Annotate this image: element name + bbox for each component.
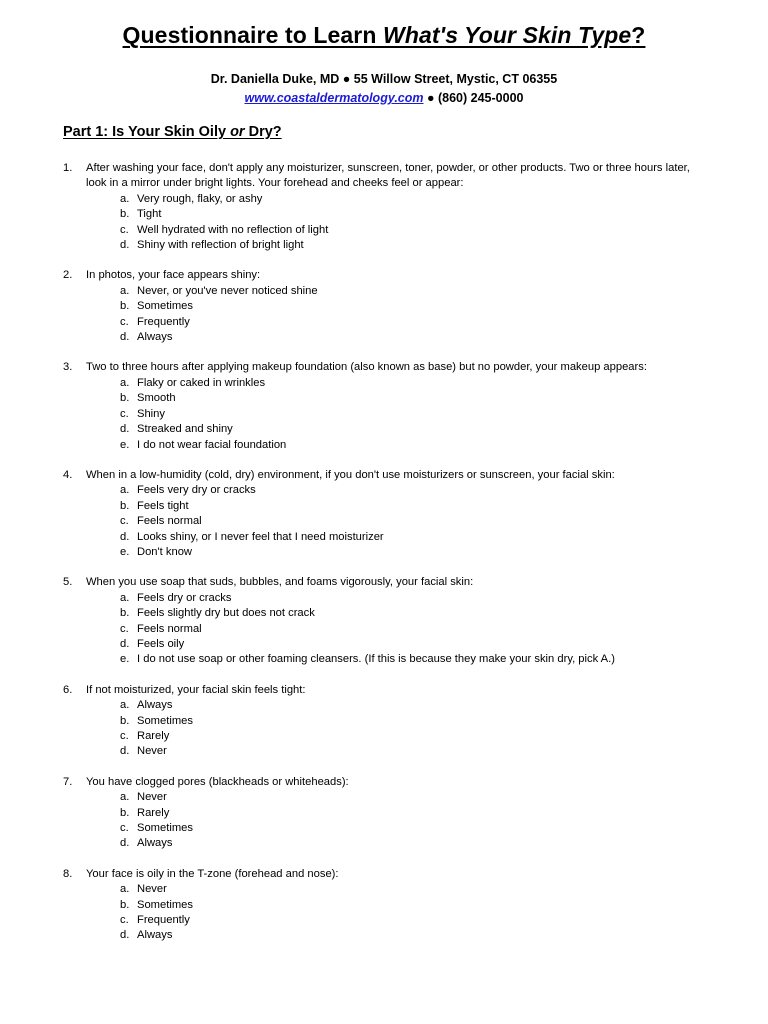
question-number: 5. bbox=[63, 576, 73, 589]
option-letter: b. bbox=[120, 208, 130, 221]
answer-option[interactable] bbox=[120, 499, 713, 514]
option-letter: c. bbox=[120, 914, 129, 927]
option-text: Feels slightly dry but does not crack bbox=[137, 607, 315, 620]
answer-option[interactable] bbox=[120, 744, 713, 759]
title-end: ? bbox=[631, 22, 646, 48]
section-heading bbox=[63, 124, 282, 140]
answer-option[interactable] bbox=[120, 207, 713, 222]
title-text: Questionnaire to Learn bbox=[122, 22, 384, 48]
question-number: 7. bbox=[63, 775, 73, 788]
option-text: Sometimes bbox=[137, 822, 193, 835]
answer-options bbox=[86, 284, 713, 346]
option-letter: c. bbox=[120, 622, 129, 635]
contact-address: Dr. Daniella Duke, MD ● 55 Willow Street, Mystic, CT 06355 bbox=[210, 72, 558, 86]
option-text: Never, or you've never noticed shine bbox=[137, 284, 318, 297]
question-number: 8. bbox=[63, 867, 73, 880]
question-text: Two to three hours after applying makeup foundation (also known as base) but no powder, your makeup appears: bbox=[86, 361, 647, 374]
question-number: 1. bbox=[63, 162, 73, 174]
option-letter: d. bbox=[120, 530, 130, 543]
question-row bbox=[63, 683, 713, 760]
question-text: Your face is oily in the T-zone (forehead and nose): bbox=[86, 867, 339, 880]
question-list bbox=[63, 161, 713, 959]
question-text: You have clogged pores (blackheads or whiteheads): bbox=[86, 775, 349, 788]
option-text: Frequently bbox=[137, 315, 190, 328]
option-text: Always bbox=[137, 331, 173, 344]
option-text: Sometimes bbox=[137, 898, 193, 911]
option-letter: b. bbox=[120, 499, 130, 512]
answer-options bbox=[86, 790, 713, 852]
question-body bbox=[86, 867, 713, 944]
option-text: Very rough, flaky, or ashy bbox=[137, 192, 263, 205]
option-text: Never bbox=[137, 791, 167, 804]
option-text: Tight bbox=[137, 208, 162, 221]
answer-option[interactable] bbox=[120, 299, 713, 314]
question-text: When you use soap that suds, bubbles, and foams vigorously, your facial skin: bbox=[86, 576, 474, 589]
option-letter: c. bbox=[120, 730, 129, 742]
question-row bbox=[63, 867, 713, 944]
question-number: 4. bbox=[63, 468, 73, 481]
option-text: Flaky or caked in wrinkles bbox=[137, 376, 266, 389]
option-text: Never bbox=[137, 883, 167, 896]
answer-option[interactable] bbox=[120, 836, 713, 851]
option-text: Smooth bbox=[137, 392, 176, 405]
answer-option[interactable] bbox=[120, 192, 713, 207]
option-text: Shiny bbox=[137, 407, 165, 420]
answer-option[interactable] bbox=[120, 913, 713, 928]
question bbox=[63, 161, 713, 253]
contact-web-phone bbox=[0, 91, 768, 105]
option-text: Streaked and shiny bbox=[137, 423, 233, 436]
answer-option[interactable] bbox=[120, 882, 713, 897]
question-text: If not moisturized, your facial skin feels tight: bbox=[86, 683, 306, 696]
answer-option[interactable] bbox=[120, 376, 713, 391]
question-row bbox=[63, 775, 713, 852]
question-row bbox=[63, 161, 713, 253]
answer-option[interactable] bbox=[120, 606, 713, 621]
option-text: Always bbox=[137, 929, 173, 942]
answer-options bbox=[86, 882, 713, 944]
option-letter: a. bbox=[120, 284, 130, 297]
question-number: 3. bbox=[63, 361, 73, 374]
option-letter: a. bbox=[120, 791, 130, 804]
answer-option[interactable] bbox=[120, 637, 713, 652]
option-text: Sometimes bbox=[137, 714, 193, 727]
option-letter: b. bbox=[120, 392, 130, 405]
question-body bbox=[86, 161, 713, 253]
answer-option[interactable] bbox=[120, 591, 713, 606]
answer-option[interactable] bbox=[120, 514, 713, 529]
option-text: Feels normal bbox=[137, 622, 202, 635]
question-text: When in a low-humidity (cold, dry) environment, if you don't use moisturizers or sunscreen, your facial skin: bbox=[86, 468, 615, 481]
question-body bbox=[86, 468, 713, 560]
option-text: I do not wear facial foundation bbox=[137, 438, 287, 451]
option-letter: b. bbox=[120, 806, 130, 819]
answer-option[interactable] bbox=[120, 806, 713, 821]
answer-option[interactable] bbox=[120, 422, 713, 437]
section-heading-end: Dry? bbox=[244, 124, 282, 140]
option-letter: a. bbox=[120, 192, 130, 205]
option-text: Frequently bbox=[137, 914, 190, 927]
answer-option[interactable] bbox=[120, 315, 713, 330]
question-text: After washing your face, don't apply any moisturizer, sunscreen, toner, powder, or other products. Two or three hours later, look in a mirror under bright lights. Your forehead and cheeks feel or appear: bbox=[86, 162, 690, 190]
question bbox=[63, 575, 713, 667]
answer-option[interactable] bbox=[120, 928, 713, 943]
question-body bbox=[86, 575, 713, 667]
question-row bbox=[63, 268, 713, 345]
answer-options bbox=[86, 192, 713, 254]
option-letter: d. bbox=[120, 745, 130, 758]
option-letter: c. bbox=[120, 515, 129, 528]
option-letter: d. bbox=[120, 239, 130, 252]
question-body bbox=[86, 775, 713, 852]
answer-option[interactable] bbox=[120, 438, 713, 453]
option-letter: d. bbox=[120, 423, 130, 436]
option-text: Looks shiny, or I never feel that I need moisturizer bbox=[137, 530, 384, 543]
option-text: Well hydrated with no reflection of light bbox=[137, 223, 329, 236]
answer-options bbox=[86, 483, 713, 560]
option-letter: c. bbox=[120, 315, 129, 328]
section-heading-text: Part 1: Is Your Skin Oily bbox=[63, 124, 231, 140]
answer-option[interactable] bbox=[120, 729, 713, 744]
option-text: Feels tight bbox=[137, 499, 189, 512]
answer-option[interactable] bbox=[120, 407, 713, 422]
option-letter: e. bbox=[120, 545, 130, 558]
option-letter: b. bbox=[120, 300, 130, 313]
option-letter: b. bbox=[120, 898, 130, 911]
option-letter: d. bbox=[120, 637, 130, 650]
option-letter: c. bbox=[120, 407, 129, 420]
option-letter: a. bbox=[120, 699, 130, 712]
option-text: Feels dry or cracks bbox=[137, 591, 232, 604]
option-letter: e. bbox=[120, 438, 130, 451]
question-body bbox=[86, 683, 713, 760]
option-text: Sometimes bbox=[137, 300, 193, 313]
option-text: Feels normal bbox=[137, 515, 202, 528]
question bbox=[63, 867, 713, 944]
answer-option[interactable] bbox=[120, 284, 713, 299]
answer-option[interactable] bbox=[120, 714, 713, 729]
answer-option[interactable] bbox=[120, 545, 713, 560]
answer-option[interactable] bbox=[120, 698, 713, 713]
question-row bbox=[63, 468, 713, 560]
contact-phone: ● (860) 245-0000 bbox=[423, 91, 524, 105]
question-body bbox=[86, 360, 713, 452]
option-letter: a. bbox=[120, 591, 130, 604]
question-body bbox=[86, 268, 713, 345]
option-letter: e. bbox=[120, 653, 130, 666]
question-row bbox=[63, 575, 713, 667]
option-letter: d. bbox=[120, 929, 130, 942]
question bbox=[63, 268, 713, 345]
question-number: 6. bbox=[63, 683, 73, 696]
option-letter: a. bbox=[120, 376, 130, 389]
option-letter: a. bbox=[120, 883, 130, 896]
option-text: Always bbox=[137, 837, 173, 850]
answer-options bbox=[86, 376, 713, 453]
question bbox=[63, 683, 713, 760]
answer-option[interactable] bbox=[120, 330, 713, 345]
option-text: Feels very dry or cracks bbox=[137, 484, 256, 497]
answer-option[interactable] bbox=[120, 483, 713, 498]
option-text: I do not use soap or other foaming cleansers. (If this is because they make your skin dry, pick A.) bbox=[137, 653, 615, 666]
question-text: In photos, your face appears shiny: bbox=[86, 269, 261, 282]
option-letter: d. bbox=[120, 331, 130, 344]
option-text: Shiny with reflection of bright light bbox=[137, 239, 304, 252]
answer-option[interactable] bbox=[120, 391, 713, 406]
question bbox=[63, 360, 713, 452]
answer-option[interactable] bbox=[120, 821, 713, 836]
answer-options bbox=[86, 591, 713, 668]
option-letter: d. bbox=[120, 837, 130, 850]
option-text: Feels oily bbox=[137, 637, 185, 650]
answer-option[interactable] bbox=[120, 652, 713, 667]
answer-option[interactable] bbox=[120, 238, 713, 253]
option-letter: a. bbox=[120, 484, 130, 497]
title-italic: What's Your Skin Type bbox=[383, 22, 632, 48]
option-text: Rarely bbox=[137, 806, 170, 819]
option-letter: b. bbox=[120, 607, 130, 620]
answer-option[interactable] bbox=[120, 622, 713, 637]
question bbox=[63, 468, 713, 560]
option-text: Never bbox=[137, 745, 167, 758]
option-letter: b. bbox=[120, 714, 130, 727]
answer-option[interactable] bbox=[120, 790, 713, 805]
answer-options bbox=[86, 698, 713, 760]
website-link[interactable]: www.coastaldermatology.com bbox=[244, 91, 424, 105]
question-number: 2. bbox=[63, 269, 73, 282]
option-text: Always bbox=[137, 699, 173, 712]
answer-option[interactable] bbox=[120, 530, 713, 545]
option-text: Don't know bbox=[137, 545, 192, 558]
option-letter: c. bbox=[120, 822, 129, 835]
answer-option[interactable] bbox=[120, 223, 713, 238]
option-text: Rarely bbox=[137, 730, 170, 742]
document-title bbox=[0, 22, 768, 49]
section-heading-italic: or bbox=[230, 124, 245, 140]
option-letter: c. bbox=[120, 223, 129, 236]
answer-option[interactable] bbox=[120, 898, 713, 913]
question-row bbox=[63, 360, 713, 452]
question bbox=[63, 775, 713, 852]
